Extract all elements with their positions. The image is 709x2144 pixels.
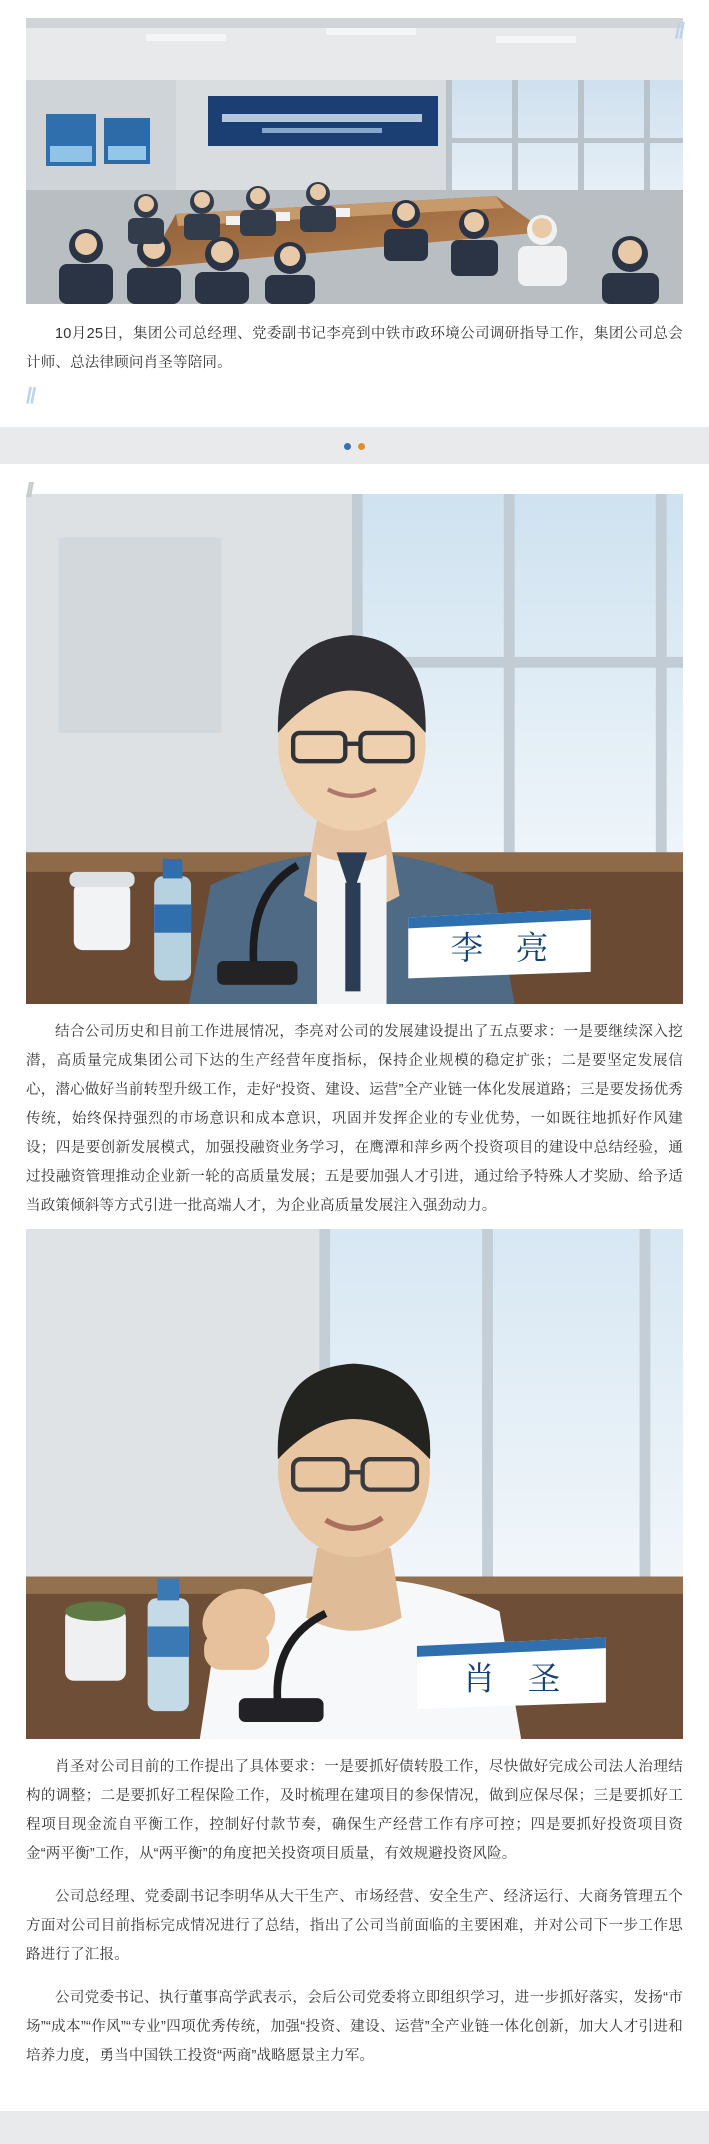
photo-card-top [0,0,709,427]
paragraph-li-minghua-report: 公司总经理、党委副书记李明华从大干生产、市场经营、安全生产、经济运行、大商务管理五个方面对公司目前指标完成情况进行了总结，指出了公司当前面临的主要困难，并对公司下一步工作思路进行了汇报。 [26,1889,683,1964]
nameplate-text-xiao: 肖 圣 [462,1661,561,1698]
paragraph-gao-xuewu-statement: 公司党委书记、执行董事高学武表示，会后公司党委将立即组织学习，进一步抓好落实，发扬“市场”“成本”“作风”“专业”四项优秀传统，加强“投资、建设、运营”全产业链一体化创新，加大人才引进和培养力度，勇当中国铁工投资“两商”战略愿景主力军。 [26,1990,683,2065]
decor-corner-top-left-icon: // [26,479,32,502]
carousel-pager[interactable] [0,427,709,464]
article-body-card [0,464,709,2112]
meeting-room-photo [26,18,683,304]
pager-dot-active[interactable] [344,443,351,450]
pager-dot-inactive[interactable] [358,443,365,450]
decor-corner-top-right-icon: // [674,18,683,43]
photo-caption: 10月25日，集团公司总经理、党委副书记李亮到中铁市政环境公司调研指导工作，集团公司总会计师、总法律顾问肖圣等陪同。 [26,326,683,371]
decor-corner-bottom-left-icon: // [26,382,35,408]
paragraph-li-liang-requirements: 结合公司历史和目前工作进展情况，李亮对公司的发展建设提出了五点要求：一是要继续深入挖潜，高质量完成集团公司下达的生产经营年度指标，保持企业规模的稳定扩张；二是要坚定发展信心，潜心做好当前转型升级工作，走好“投资、建设、运营”全产业链一体化发展道路；三是要发扬优秀传统，始终保持强烈的市场意识和成本意识，巩固并发挥企业的专业优势，一如既往地抓好作风建设；四是要创新发展模式，加强投融资业务学习，在鹰潭和萍乡两个投资项目的建设中总结经验，通过投融资管理推动企业新一轮的高质量发展；五是要加强人才引进，通过给予特殊人才奖励、给予适当政策倾斜等方式引进一批高端人才，为企业高质量发展注入强劲动力。 [26,1023,683,1214]
speaker-li-liang-photo [26,494,683,1004]
nameplate-text-li: 李 亮 [450,930,549,967]
paragraph-xiao-sheng-requirements: 肖圣对公司目前的工作提出了具体要求：一是要抓好债转股工作，尽快做好完成公司法人治理结构的调整；二是要抓好工程保险工作，及时梳理在建项目的参保情况，做到应保尽保；三是要抓好工程项目现金流自平衡工作，控制好付款节奏，确保生产经营工作有序可控；四是要抓好投资项目资金“两平衡”工作，从“两平衡”的角度把关投资项目质量，有效规避投资风险。 [26,1759,683,1863]
speaker-xiao-sheng-photo [26,1229,683,1739]
